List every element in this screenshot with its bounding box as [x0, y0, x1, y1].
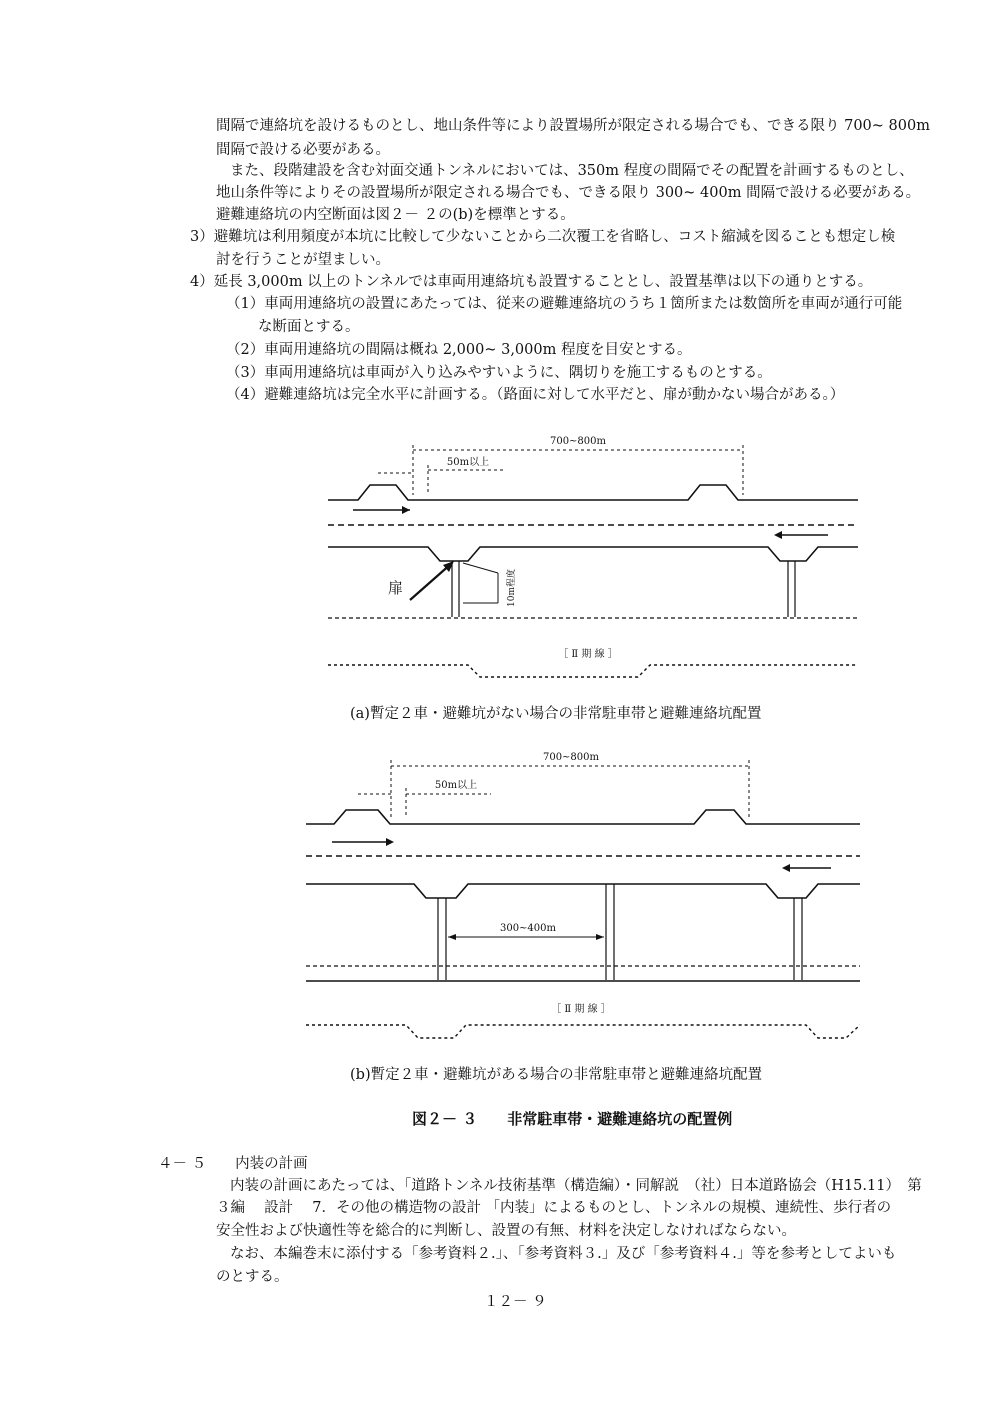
section-paragraph-line: 内装の計画にあたっては、「道路トンネル技術基準（構造編）・同解説 （社）日本道路協会（H15.11） 第	[230, 1178, 922, 1194]
sub-item-3: （3）車両用連絡坑は車両が入り込みやすいように、隅切りを施工するものとする。	[226, 365, 772, 381]
paragraph-line: 避難連絡坑の内空断面は図２－ ２の(b)を標準とする。	[216, 207, 575, 223]
section-paragraph-line: のとする。	[216, 1269, 289, 1285]
page-number: １２－ ９	[484, 1294, 547, 1310]
door-label: 扉	[388, 579, 404, 597]
phase-label: ［ Ⅱ 期 線 ］	[558, 649, 618, 660]
dim-offset-label: 50m以上	[434, 780, 478, 791]
section-paragraph-line: 安全性および快適性等を総合的に判断し、設置の有無、材料を決定しなければならない。	[216, 1223, 796, 1239]
figure-b-caption: (b)暫定２車・避難坑がある場合の非常駐車帯と避難連絡坑配置	[350, 1067, 763, 1083]
sub-item-1-cont: な断面とする。	[258, 319, 360, 335]
paragraph-line: また、段階建設を含む対面交通トンネルにおいては、350m 程度の間隔でその配置を計画するものとし、	[230, 163, 914, 179]
figure-b-diagram	[306, 742, 860, 1042]
sub-item-4: （4）避難連絡坑は完全水平に計画する。（路面に対して水平だと、扉が動かない場合がある。）	[226, 387, 845, 403]
sub-item-1: （1）車両用連絡坑の設置にあたっては、従来の避難連絡坑のうち１箇所または数箇所を車両が通行可能	[226, 296, 903, 312]
figure-a-caption: (a)暫定２車・避難坑がない場合の非常駐車帯と避難連絡坑配置	[350, 706, 762, 722]
figure-a-diagram	[328, 425, 858, 685]
section-paragraph-line: ３編 設計 7．その他の構造物の設計 「内装」によるものとし、トンネルの規模、連続性、歩行者の	[216, 1200, 892, 1216]
dim-offset-label: 50m以上	[446, 457, 490, 468]
sub-item-2: （2）車両用連絡坑の間隔は概ね 2,000~ 3,000m 程度を目安とする。	[226, 342, 692, 358]
figure-title: 図２－ ３ 非常駐車帯・避難連絡坑の配置例	[412, 1110, 733, 1128]
phase-label: ［ Ⅱ 期 線 ］	[551, 1004, 611, 1015]
section-heading: ４－ ５ 内装の計画	[158, 1156, 308, 1172]
list-item-4: 4）延長 3,000m 以上のトンネルでは車両用連絡坑も設置することとし、設置基準は以下の通りとする。	[190, 274, 873, 290]
paragraph-line: 間隔で連絡坑を設けるものとし、地山条件等により設置場所が限定される場合でも、できる限り 700~ 800m	[216, 118, 930, 134]
list-item-3-cont: 討を行うことが望ましい。	[216, 252, 390, 268]
paragraph-line: 地山条件等によりその設置場所が限定される場合でも、できる限り 300~ 400m 間隔で設ける必要がある。	[216, 185, 921, 201]
dim-spacing-label: 700~800m	[542, 752, 600, 763]
dim-passage-label: 300~400m	[499, 923, 557, 934]
dim-spacing-label: 700~800m	[549, 436, 607, 447]
section-paragraph-line: なお、本編巻末に添付する「参考資料２.」、「参考資料３.」及び「参考資料４.」等を参考としてよいも	[230, 1246, 897, 1262]
list-item-3: 3）避難坑は利用頻度が本坑に比較して少ないことから二次覆工を省略し、コスト縮減を図ることも想定し検	[190, 229, 896, 245]
dim-depth-label: 10m程度	[507, 569, 517, 607]
paragraph-line: 間隔で設ける必要がある。	[216, 142, 390, 158]
